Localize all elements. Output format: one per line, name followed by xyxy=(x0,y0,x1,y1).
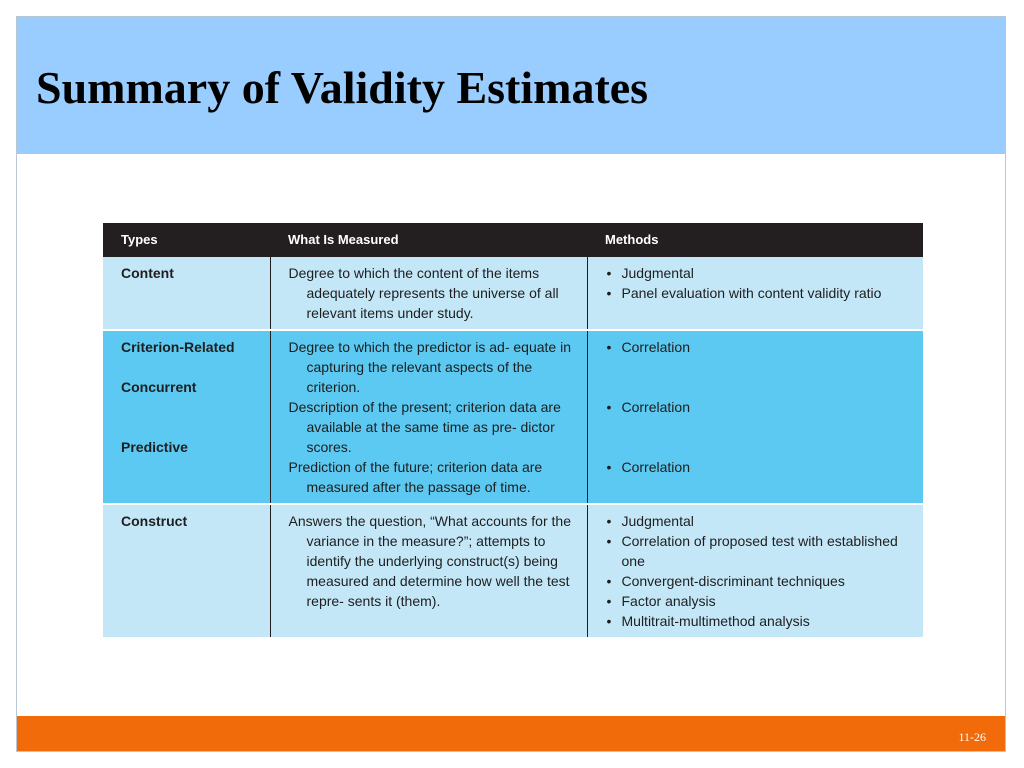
method-item: • Convergent-discriminant techniques xyxy=(606,571,916,591)
type-label: Construct xyxy=(121,513,188,529)
measured-construct xyxy=(270,504,587,638)
method-item: • Correlation of proposed test with established one xyxy=(606,531,916,571)
header-methods: Methods xyxy=(587,223,923,257)
method-item: • Factor analysis xyxy=(606,591,916,611)
methods-construct xyxy=(587,504,923,638)
method-item: • Judgmental xyxy=(606,511,916,531)
methods-list xyxy=(606,337,916,477)
header-types: Types xyxy=(103,223,270,257)
type-construct xyxy=(103,504,270,638)
method-item: • Correlation xyxy=(606,337,916,357)
method-item: • Panel evaluation with content validity ratio xyxy=(606,283,916,303)
footer-band xyxy=(17,716,1005,751)
header-what-is-measured: What Is Measured xyxy=(270,223,587,257)
page-number: 11-26 xyxy=(958,730,986,744)
measured-content xyxy=(270,257,587,330)
type-label-concurrent: Concurrent xyxy=(121,379,197,395)
type-label-criterion-related: Criterion-Related xyxy=(121,339,235,355)
measured-concurrent: Description of the present; criterion data are available at the same time as pre- dictor scores. xyxy=(288,399,561,455)
measured-criterion-related: Degree to which the predictor is ad- equate in capturing the relevant aspects of the criterion. xyxy=(288,339,571,395)
row-content xyxy=(103,257,923,330)
row-construct xyxy=(103,504,923,638)
measured-criterion xyxy=(270,330,587,504)
table-header-row xyxy=(103,223,923,257)
type-content xyxy=(103,257,270,330)
row-criterion xyxy=(103,330,923,504)
type-label: Content xyxy=(121,265,174,281)
methods-list xyxy=(606,511,916,631)
measured-predictive: Prediction of the future; criterion data are measured after the passage of time. xyxy=(288,459,543,495)
method-item: • Judgmental xyxy=(606,263,916,283)
method-item: • Correlation xyxy=(606,397,916,417)
methods-list xyxy=(606,263,916,303)
measured-text: Degree to which the content of the items adequately represents the universe of all relevant items under study. xyxy=(288,265,559,321)
methods-content xyxy=(587,257,923,330)
methods-criterion xyxy=(587,330,923,504)
measured-text: Answers the question, “What accounts for the variance in the measure?”; attempts to identify the underlying construct(s) being measured and determine how well the test repre- sents it (them). xyxy=(288,513,571,609)
method-item: • Multitrait-multimethod analysis xyxy=(606,611,916,631)
slide-title: Summary of Validity Estimates xyxy=(36,62,649,113)
validity-table xyxy=(103,223,923,639)
type-label-predictive: Predictive xyxy=(121,439,188,455)
type-criterion xyxy=(103,330,270,504)
method-item: • Correlation xyxy=(606,457,916,477)
